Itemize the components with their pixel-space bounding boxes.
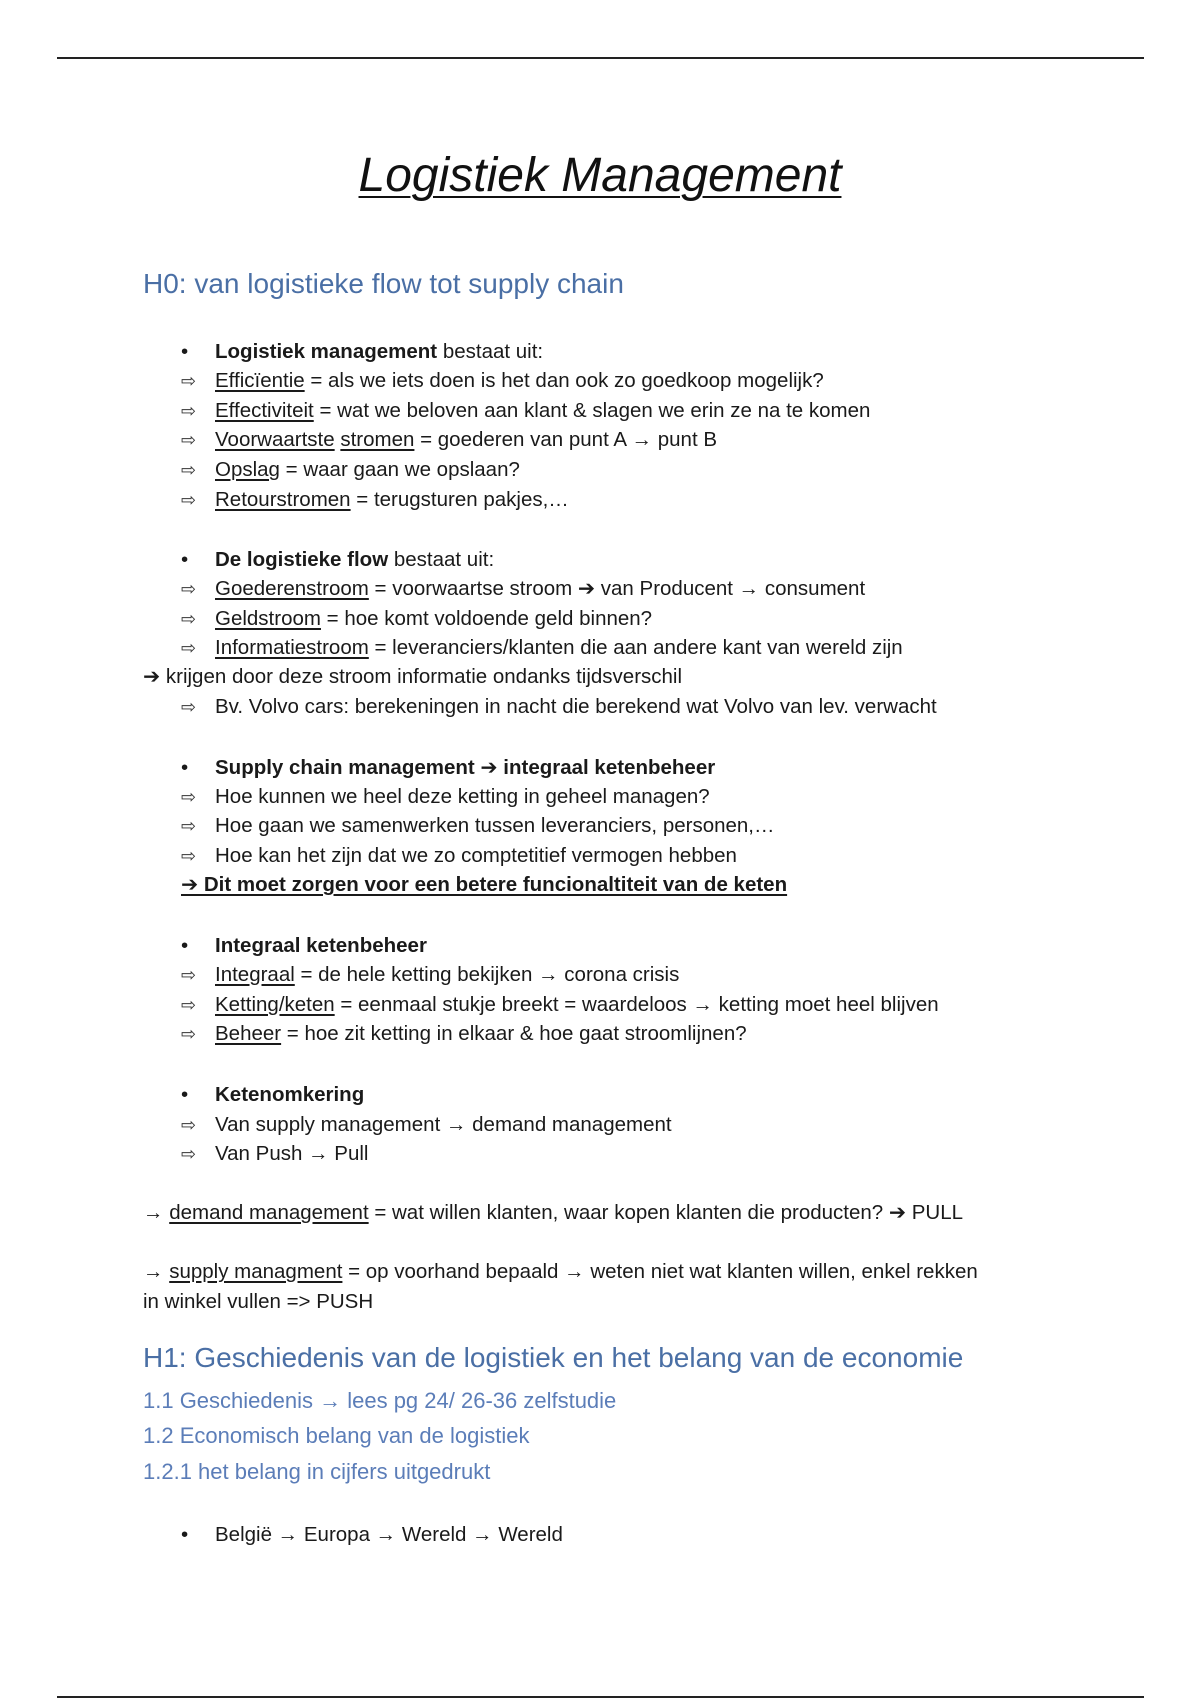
term: Ketting/keten — [215, 993, 335, 1016]
bullet-bold: Integraal ketenbeheer — [215, 934, 427, 957]
item-text: Van Push → Pull — [215, 1142, 369, 1165]
arrow-outline-icon: ⇨ — [181, 965, 197, 985]
supply-paragraph — [143, 1258, 978, 1286]
arrow-outline-icon: ⇨ — [181, 1115, 197, 1135]
arrow-outline-icon: ⇨ — [181, 846, 197, 866]
arrow-outline-icon: ⇨ — [181, 401, 197, 421]
arrow-outline-icon: ⇨ — [181, 697, 197, 717]
example-text: Bv. Volvo cars: berekeningen in nacht die berekend wat Volvo van lev. verwacht — [215, 695, 937, 718]
continuation-line: ➔ krijgen door deze stroom informatie ondanks tijdsverschil — [143, 665, 683, 688]
arrow-outline-icon: ⇨ — [181, 1144, 197, 1164]
definition: = wat willen klanten, waar kopen klanten die producten? ➔ PULL — [368, 1201, 964, 1224]
bullet-bold: Supply chain management ➔ integraal ketenbeheer — [215, 756, 716, 779]
heading-h1: H1: Geschiedenis van de logistiek en het belang van de economie — [143, 1342, 964, 1373]
top-rule — [57, 57, 1144, 59]
bullet-text: België → Europa → Wereld → Wereld — [215, 1523, 563, 1546]
bullet-icon: • — [181, 934, 189, 957]
arrow-text: → — [143, 1260, 170, 1283]
term: Goederenstroom — [215, 577, 369, 600]
bullet-icon: • — [181, 1083, 189, 1106]
arrow-outline-icon: ⇨ — [181, 638, 197, 658]
bullet-icon: • — [181, 1523, 189, 1546]
arrow-outline-icon: ⇨ — [181, 430, 197, 450]
arrow-outline-icon: ⇨ — [181, 609, 197, 629]
bottom-rule — [57, 1696, 1144, 1698]
arrow-outline-icon: ⇨ — [181, 787, 197, 807]
definition: = waar gaan we opslaan? — [279, 458, 520, 481]
definition: = eenmaal stukje breekt = waardeloos → ketting moet heel blijven — [334, 993, 939, 1016]
page-title: Logistiek Management — [358, 149, 842, 202]
term: Efficïentie — [215, 369, 305, 392]
arrow-outline-icon: ⇨ — [181, 816, 197, 836]
term: Geldstroom — [215, 607, 321, 630]
heading-h0: H0: van logistieke flow tot supply chain — [143, 268, 624, 299]
definition: = hoe zit ketting in elkaar & hoe gaat stroomlijnen? — [281, 1022, 747, 1045]
arrow-text: → — [143, 1201, 170, 1224]
bullet-rest: bestaat uit: — [388, 548, 495, 571]
term: Opslag — [215, 458, 280, 481]
definition: = de hele ketting bekijken → corona crisis — [294, 963, 680, 986]
item-text: Van supply management → demand management — [215, 1113, 672, 1136]
conclusion-line: ➔ Dit moet zorgen voor een betere funcionaltiteit van de keten — [181, 873, 788, 896]
term: supply managment — [169, 1260, 343, 1283]
definition: = als we iets doen is het dan ook zo goedkoop mogelijk? — [304, 369, 824, 392]
definition: = hoe komt voldoende geld binnen? — [320, 607, 653, 630]
bullet-icon: • — [181, 340, 189, 363]
definition: = terugsturen pakjes,… — [350, 488, 569, 511]
item-text: Hoe kan het zijn dat we zo comptetitief vermogen hebben — [215, 844, 737, 867]
bullet-bold: Logistiek management — [215, 340, 438, 363]
definition: = wat we beloven aan klant & slagen we erin ze na te komen — [313, 399, 871, 422]
item-text: Hoe kunnen we heel deze ketting in geheel managen? — [215, 785, 710, 808]
term: Voorwaartste — [215, 428, 335, 451]
term: Retourstromen — [215, 488, 351, 511]
supply-paragraph-line2: in winkel vullen => PUSH — [143, 1290, 374, 1313]
bullet-rest: bestaat uit: — [437, 340, 544, 363]
item-text: Hoe gaan we samenwerken tussen leveranciers, personen,… — [215, 814, 775, 837]
definition: = leveranciers/klanten die aan andere kant van wereld zijn — [368, 636, 903, 659]
term: stromen — [340, 428, 415, 451]
term: Integraal — [215, 963, 295, 986]
arrow-outline-icon: ⇨ — [181, 490, 197, 510]
definition: = goederen van punt A → punt B — [414, 428, 718, 451]
bullet-icon: • — [181, 548, 189, 571]
arrow-outline-icon: ⇨ — [181, 371, 197, 391]
heading-1-2-1: 1.2.1 het belang in cijfers uitgedrukt — [143, 1459, 491, 1484]
demand-paragraph — [143, 1199, 963, 1227]
term: demand management — [169, 1201, 369, 1224]
definition: = voorwaartse stroom ➔ van Producent → consument — [368, 577, 866, 600]
heading-1-1: 1.1 Geschiedenis → lees pg 24/ 26-36 zelfstudie — [143, 1388, 617, 1413]
term: Effectiviteit — [215, 399, 314, 422]
arrow-outline-icon: ⇨ — [181, 995, 197, 1015]
arrow-outline-icon: ⇨ — [181, 1024, 197, 1044]
bullet-bold: Ketenomkering — [215, 1083, 365, 1106]
arrow-outline-icon: ⇨ — [181, 460, 197, 480]
term: Beheer — [215, 1022, 282, 1045]
bullet-bold: De logistieke flow — [215, 548, 389, 571]
term: Informatiestroom — [215, 636, 369, 659]
definition: = op voorhand bepaald → weten niet wat klanten willen, enkel rekken — [342, 1260, 978, 1283]
heading-1-2: 1.2 Economisch belang van de logistiek — [143, 1423, 530, 1448]
bullet-icon: • — [181, 756, 189, 779]
arrow-outline-icon: ⇨ — [181, 579, 197, 599]
